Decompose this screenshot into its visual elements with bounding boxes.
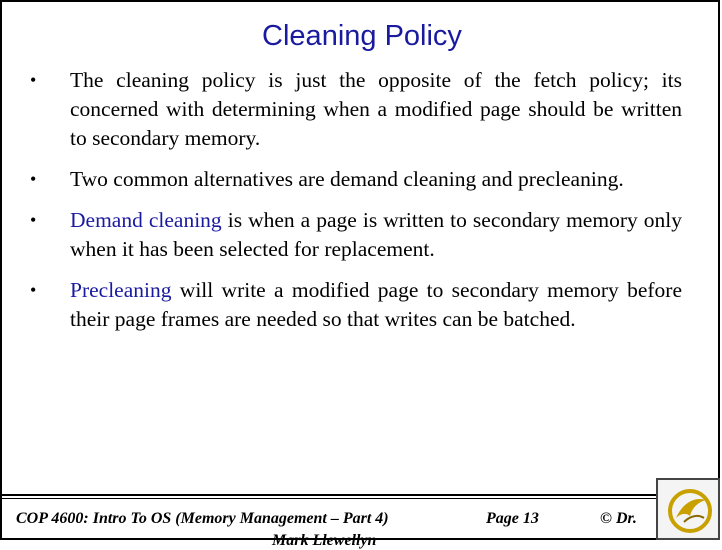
bullet-item [22, 276, 682, 334]
footer-copyright: © Dr. [600, 510, 637, 527]
slide-title: Cleaning Policy [262, 20, 462, 52]
bullet-item [22, 206, 682, 264]
footer-divider [2, 498, 657, 499]
ucf-pegasus-logo-icon [656, 478, 720, 540]
footer-course: COP 4600: Intro To OS (Memory Management – Part 4) [16, 510, 389, 527]
footer-divider [2, 494, 657, 496]
bullet-item [22, 165, 682, 194]
bullet-text: Two common alternatives are demand cleaning and precleaning. [70, 167, 624, 191]
bullet-text: will write a modified page to secondary memory before their page frames are needed so that writes can be batched. [70, 278, 682, 331]
bullet-dot: • [30, 70, 37, 90]
bullet-item [22, 66, 682, 153]
footer-page-number: Page 13 [486, 510, 539, 527]
logo-graphic [664, 486, 716, 536]
bullet-list [22, 66, 682, 346]
bullet-dot: • [30, 169, 37, 189]
bullet-text: is when a page is written to secondary memory only when it has been selected for replacement. [70, 208, 682, 261]
footer-author: Mark Llewellyn [272, 532, 377, 549]
slide-footer [2, 478, 722, 549]
bullet-text: The cleaning policy is just the opposite of the fetch policy; its concerned with determining when a modified page should be written to secondary memory. [70, 68, 682, 150]
bullet-dot: • [30, 280, 37, 300]
bullet-term: Precleaning [70, 278, 172, 302]
bullet-term: Demand cleaning [70, 208, 222, 232]
bullet-dot: • [30, 210, 37, 230]
